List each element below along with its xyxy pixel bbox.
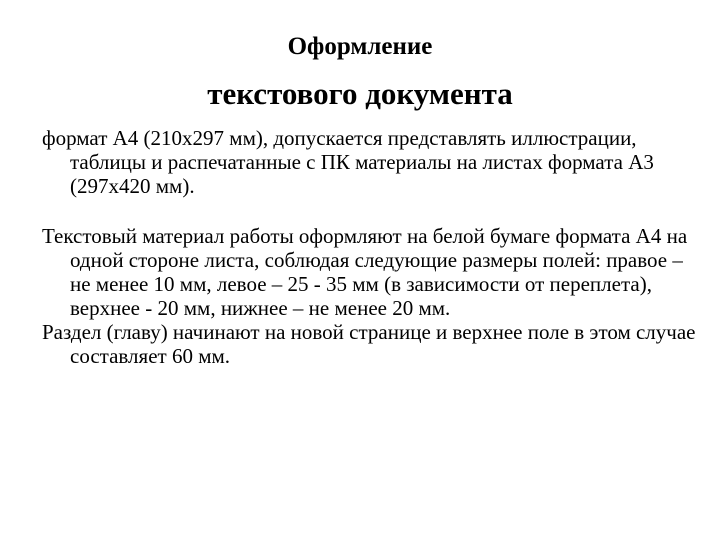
paragraph-margins: Текстовый материал работы оформляют на белой бумаге формата А4 на одной стороне листа, соблюдая следующие размеры полей: правое – не менее 10 мм, левое – 25 - 35 мм (в зависимости от переплета), верхнее - 20 мм, нижнее – не менее 20 мм. xyxy=(42,224,688,320)
slide-title-line-2: текстового документа xyxy=(207,76,513,111)
slide-title-line-1: Оформление xyxy=(287,33,433,60)
paragraph-format: формат А4 (210х297 мм), допускается представлять иллюстрации, таблицы и распечатанные с ПК материалы на листах формата А3 (297х420 мм). xyxy=(42,126,654,198)
paragraph-chapter: Раздел (главу) начинают на новой странице и верхнее поле в этом случае составляет 60 мм. xyxy=(42,320,696,368)
slide-body xyxy=(42,126,702,368)
